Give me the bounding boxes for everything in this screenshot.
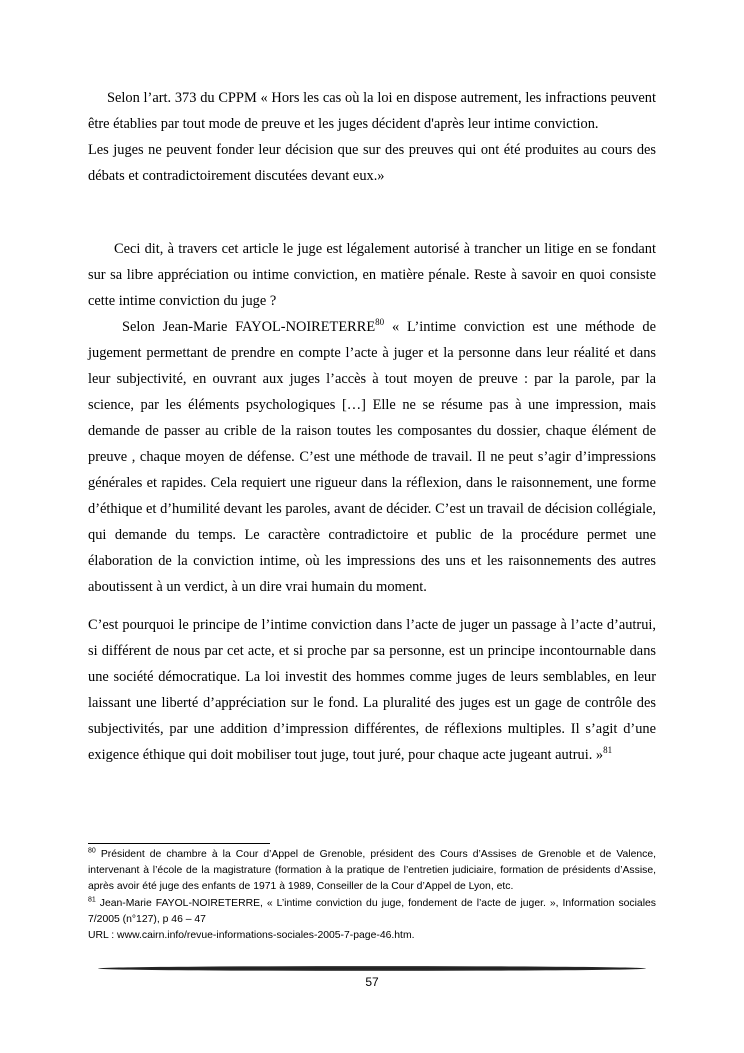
quote-block-article-373 xyxy=(88,85,656,189)
paragraph-article-373: Selon l’art. 373 du CPPM « Hors les cas où la loi en dispose autrement, les infractions peuvent être établies par tout mode de preuve et les juges décident d'après leur intime conviction. xyxy=(88,90,656,132)
footnote-text-80: Président de chambre à la Cour d’Appel de Grenoble, président des Cours d’Assises de Grenoble et de Valence, intervenant à l’école de la magistrature (formation à la pratique de l’entretien judiciaire, formation de présidents d’Assise, après avoir été juge des enfants de 1971 à 1989, Conseiller de la Cour d’Appel de Lyon, etc. xyxy=(88,849,656,893)
paragraph-principe xyxy=(88,612,656,768)
footnote-ref-81[interactable]: 81 xyxy=(603,745,613,756)
page-number: 57 xyxy=(365,975,379,989)
footnote-81-url[interactable]: URL : www.cairn.info/revue-informations-sociales-2005-7-page-46.htm. xyxy=(88,930,415,942)
footnote-80 xyxy=(88,847,656,896)
body-section-principe xyxy=(88,612,656,768)
paragraph-preuves-debats: Les juges ne peuvent fonder leur décision que sur des preuves qui ont été produites au cours des débats et contradictoirement discutées devant eux.» xyxy=(88,142,656,184)
footnote-ref-80[interactable]: 80 xyxy=(375,317,385,328)
footnote-text-81: Jean-Marie FAYOL-NOIRETERRE, « L’intime conviction du juge, fondement de l’acte de juger. », Information sociales 7/2005 (n°127), p 46 – 47 xyxy=(88,897,656,925)
footnote-number-81: 81 xyxy=(88,896,96,904)
paragraph-fayol-quote xyxy=(88,314,656,600)
footnote-separator xyxy=(88,843,270,844)
quote-author-lead: Selon Jean-Marie FAYOL-NOIRETERRE xyxy=(122,319,376,335)
paragraph-ceci-dit: Ceci dit, à travers cet article le juge est légalement autorisé à trancher un litige en se fondant sur sa libre appréciation ou intime conviction, en matière pénale. Reste à savoir en quoi consiste cette intime conviction du juge ? xyxy=(88,241,656,309)
footnotes xyxy=(88,847,656,944)
paragraph-principe-text: C’est pourquoi le principe de l’intime conviction dans l’acte de juger un passage à l’acte d’autrui, si différent de nous par cet acte, et si proche par sa personne, est un principe incontournable dans une société démocratique. La loi investit des hommes comme juges de leurs semblables, en leur laissant une liberté d’appréciation sur le fond. La pluralité des juges est un gage de contrôle des subjectivités, par une addition d’impression différentes, de réflexions multiples. Il s’agit d’une exigence éthique qui doit mobiliser tout juge, tout juré, pour chaque acte jugeant autrui. » xyxy=(88,617,656,763)
footer-decorative-line xyxy=(98,966,646,971)
footnote-81 xyxy=(88,896,656,928)
body-section-intime-conviction xyxy=(88,236,656,600)
quote-text: « L’intime conviction est une méthode de jugement permettant de prendre en compte l’acte à juger et la personne dans leur réalité et dans leur subjectivité, en ouvrant aux juges l’accès à tout moyen de preuve : par la parole, par la science, par les éléments psychologiques […] Elle ne se résume pas à une impression, mais demande de passer au crible de la raison toutes les composantes du dossier, chaque élément de preuve , chaque moyen de défense. C’est une méthode de travail. Il ne peut s’agir d’impressions générales et rapides. Cela requiert une rigueur dans la réflexion, dans le raisonnement, une forme d’éthique et d’humilité devant les paroles, avant de décider. C’est un travail de décision collégiale, qui demande du temps. Le caractère contradictoire et public de la procédure permet une élaboration de la conviction intime, où les impressions des uns et les raisonnements des autres aboutissent à un verdict, à un dire vrai humain du moment. xyxy=(88,319,656,595)
footnote-number-80: 80 xyxy=(88,847,96,855)
